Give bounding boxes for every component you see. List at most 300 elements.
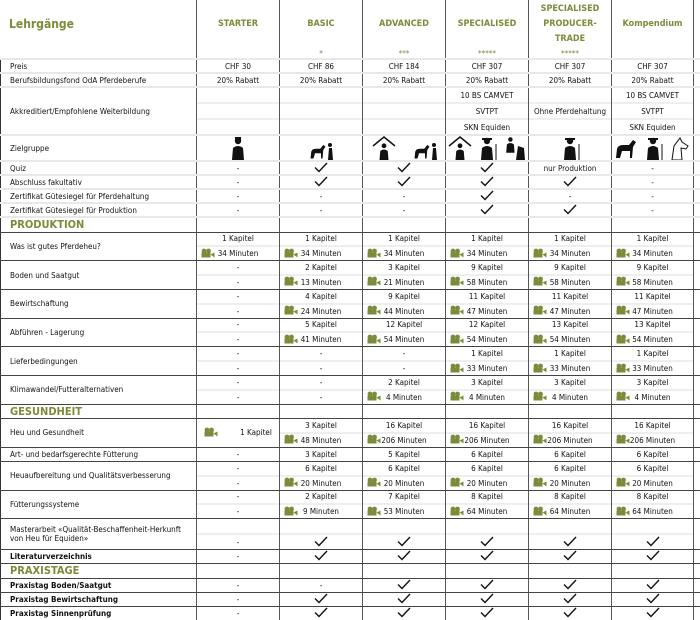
duration <box>363 360 445 375</box>
table-row <box>0 347 700 376</box>
cell-text: 54 Minuten <box>549 335 591 345</box>
table-cell <box>279 607 362 620</box>
cell-text: 9 Kapitel <box>636 263 669 273</box>
table-cell <box>611 136 694 160</box>
cell-text: 6 Kapitel <box>554 449 586 459</box>
cell-text: - <box>236 449 240 459</box>
cell-text: 34 Minuten <box>632 249 673 259</box>
table-cell <box>528 607 611 620</box>
table-cell <box>445 204 528 216</box>
target-group-icons <box>280 136 362 162</box>
table-cell <box>362 190 445 202</box>
chapter-count <box>529 233 611 246</box>
duration <box>612 503 693 518</box>
table-cell <box>279 519 362 549</box>
table-cell <box>362 176 445 188</box>
video-camera-icon <box>284 334 298 346</box>
table-cell <box>611 204 694 216</box>
empty-cell <box>529 218 611 232</box>
cell-text: 11 Kapitel <box>468 291 506 301</box>
table-cell <box>445 419 528 447</box>
duration <box>197 303 279 318</box>
row-label: Klimawandel/Futteralternativen <box>0 376 196 404</box>
video-camera-icon <box>616 477 630 489</box>
cell-text: - <box>236 478 240 488</box>
column-stars <box>362 48 445 58</box>
cell-text: CHF 307 <box>554 61 586 71</box>
duration <box>280 475 362 490</box>
cell-text: 4 Minuten <box>385 392 422 402</box>
column-name <box>612 0 693 48</box>
check-icon <box>480 607 494 620</box>
table-cell <box>362 564 445 578</box>
cell-value <box>612 550 693 563</box>
stable-person-icon <box>448 136 472 162</box>
video-camera-icon <box>616 248 630 260</box>
cell-value <box>529 176 611 189</box>
cell-text: - <box>236 291 240 301</box>
column-stars <box>528 48 611 58</box>
table-cell <box>528 376 611 404</box>
check-icon <box>397 607 411 620</box>
video-camera-icon <box>367 477 381 489</box>
video-camera-icon <box>450 305 464 317</box>
duration <box>529 503 611 518</box>
table-cell <box>279 347 362 375</box>
cell-text: - <box>236 306 240 316</box>
duration <box>446 432 528 447</box>
stars <box>197 48 279 58</box>
duration <box>446 389 528 404</box>
row-label: Quiz <box>0 162 196 174</box>
row-label: GESUNDHEIT <box>0 405 196 419</box>
cell-value <box>529 60 611 72</box>
check-icon <box>480 593 494 606</box>
chapter-count <box>197 347 279 360</box>
empty-cell <box>446 564 528 578</box>
empty-cell <box>280 519 362 533</box>
cell-value <box>612 190 693 202</box>
table-cell <box>279 319 362 347</box>
cell-text: Ohne Pferdehaltung <box>533 106 607 116</box>
table-cell <box>611 261 694 289</box>
chapter-count <box>612 319 693 332</box>
video-camera-icon <box>284 276 298 288</box>
cell-text: - <box>402 349 406 359</box>
cell-text: 47 Minuten <box>549 306 591 316</box>
cell-text: 20 Minuten <box>549 478 591 488</box>
cell-text: 1 Kapitel <box>471 234 503 244</box>
empty-cell <box>529 519 611 533</box>
stars-text: *** <box>398 48 410 58</box>
cell-text: SKN Equiden <box>463 122 511 132</box>
column-name <box>197 0 279 48</box>
video-camera-icon <box>533 434 547 446</box>
table-cell <box>279 448 362 461</box>
table-cell <box>611 593 694 606</box>
table-cell <box>528 233 611 261</box>
check-icon <box>646 536 660 549</box>
table-cell <box>362 593 445 606</box>
table-cell <box>196 136 279 160</box>
cell-text: 44 Minuten <box>383 306 425 316</box>
cell-line <box>612 102 693 118</box>
table-cell <box>445 593 528 606</box>
cell-text: 4 Minuten <box>551 392 588 402</box>
cell-value <box>612 176 693 188</box>
cell-value <box>197 550 279 563</box>
duration <box>280 360 362 375</box>
check-icon <box>480 204 494 217</box>
check-icon <box>563 176 577 189</box>
video-camera-icon <box>367 434 381 446</box>
check-icon <box>397 550 411 563</box>
table-cell <box>528 550 611 563</box>
table-cell <box>611 176 694 188</box>
duration <box>612 274 693 289</box>
cell-text: 21 Minuten <box>383 277 425 287</box>
table-cell <box>528 74 611 86</box>
cell-text: 4 Minuten <box>468 392 505 402</box>
video-camera-icon <box>616 276 630 288</box>
row-label: Zertifikat Gütesiegel für Pferdehaltung <box>0 190 196 202</box>
table-cell <box>362 162 445 174</box>
table-cell <box>445 176 528 188</box>
duration <box>363 475 445 490</box>
row-label: Praxistag Sinnenprüfung <box>0 607 196 620</box>
row-label: Bewirtschaftung <box>0 290 196 318</box>
target-group-icons <box>612 136 693 162</box>
check-icon <box>563 579 577 592</box>
cell-text: SVTPT <box>641 106 664 116</box>
check-icon <box>480 190 494 203</box>
duration <box>280 432 362 447</box>
duration <box>197 331 279 346</box>
empty-cell <box>197 519 279 533</box>
check-icon <box>397 162 411 175</box>
table-cell <box>196 347 279 375</box>
table-cell <box>528 290 611 318</box>
empty-cell <box>529 564 611 578</box>
table-cell <box>362 261 445 289</box>
table-row <box>0 176 700 190</box>
cell-text: - <box>651 205 654 215</box>
cell-text: 6 Kapitel <box>471 463 503 473</box>
cell-value <box>197 190 279 202</box>
chapter-count <box>612 290 693 303</box>
empty-cell <box>197 405 279 419</box>
cell-text: - <box>319 205 323 215</box>
duration <box>529 331 611 346</box>
cell-text: 58 Minuten <box>549 277 591 287</box>
cell-text: 34 Minuten <box>466 249 508 259</box>
cell-value <box>529 190 611 202</box>
cell-text: - <box>651 177 654 187</box>
table-cell <box>611 162 694 174</box>
section-header <box>0 405 700 420</box>
cell-text: 13 Minuten <box>300 277 342 287</box>
farmer-with-tractor-icon <box>502 136 526 162</box>
cell-text: 7 Kapitel <box>388 492 420 502</box>
cell-value <box>280 204 362 216</box>
cell-text: 9 Kapitel <box>554 263 586 273</box>
cell-value <box>197 593 279 606</box>
empty-cell <box>280 564 362 578</box>
chapter-count <box>197 290 279 303</box>
cell-text: 16 Kapitel <box>634 421 671 431</box>
table-cell <box>279 162 362 174</box>
video-camera-icon <box>450 506 464 518</box>
duration <box>280 331 362 346</box>
column-stars <box>196 48 279 58</box>
cell-text: 54 Minuten <box>383 335 425 345</box>
check-icon <box>646 550 660 563</box>
table-cell <box>445 233 528 261</box>
video-camera-icon <box>533 506 547 518</box>
cell-value <box>612 607 693 620</box>
table-cell <box>528 519 611 549</box>
cell-text: - <box>319 364 323 374</box>
table-cell <box>445 607 528 620</box>
table-cell <box>279 462 362 490</box>
row-label: Preis <box>0 60 196 72</box>
cell-text: - <box>236 392 240 402</box>
chapter-count <box>363 319 445 332</box>
column-name-text: SPECIALISED <box>457 18 517 29</box>
chapter-count <box>280 347 362 360</box>
cell-value <box>280 593 362 606</box>
duration <box>363 503 445 518</box>
table-cell <box>196 419 279 447</box>
cell-text: - <box>236 205 240 215</box>
check-icon <box>480 550 494 563</box>
cell-text: 20% Rabatt <box>465 75 509 85</box>
cell-text: 5 Kapitel <box>305 320 337 330</box>
table-cell <box>279 550 362 563</box>
cell-text: 34 Minuten <box>300 249 342 259</box>
table-row <box>0 419 700 448</box>
horse-icon <box>614 136 638 162</box>
video-camera-icon <box>616 305 630 317</box>
cell-text: 54 Minuten <box>466 335 508 345</box>
cell-text: 8 Kapitel <box>636 492 669 502</box>
table-cell <box>362 60 445 72</box>
duration <box>197 475 279 490</box>
empty-cell <box>197 564 279 578</box>
table-cell <box>445 462 528 490</box>
cell-text: - <box>568 191 572 201</box>
cell-value <box>612 448 693 461</box>
table-cell <box>528 218 611 232</box>
chapter-count <box>280 233 362 246</box>
duration <box>363 274 445 289</box>
cell-value <box>446 579 528 592</box>
check-icon <box>563 536 577 549</box>
chapter-count <box>529 347 611 360</box>
cell-text: 4 Minuten <box>634 392 671 402</box>
cell-text: 20% Rabatt <box>299 75 343 85</box>
table-row <box>0 204 700 218</box>
cell-text: - <box>402 191 406 201</box>
cell-value <box>197 162 279 174</box>
cell-text: 6 Kapitel <box>471 449 503 459</box>
table-cell <box>611 448 694 461</box>
chapter-count <box>363 347 445 360</box>
chapter-count <box>197 462 279 475</box>
table-cell <box>196 376 279 404</box>
table-cell <box>196 190 279 202</box>
duration <box>280 245 362 260</box>
check-icon <box>480 162 494 175</box>
cell-value <box>197 176 279 188</box>
cell-text: 6 Kapitel <box>636 449 669 459</box>
table-cell <box>445 579 528 592</box>
row-label: Berufsbildungsfond OdA Pferdeberufe <box>0 74 196 86</box>
empty-cell <box>197 218 279 232</box>
table-cell <box>279 176 362 188</box>
chapter-count <box>612 233 693 246</box>
table-cell <box>279 218 362 232</box>
check-icon <box>397 593 411 606</box>
table-row <box>0 376 700 405</box>
cell-text: - <box>236 163 240 173</box>
row-label: Literaturverzeichnis <box>0 550 196 563</box>
table-row <box>0 136 700 162</box>
cell-text: - <box>236 463 240 473</box>
video-camera-icon <box>284 248 298 260</box>
cell-line <box>612 88 693 102</box>
row-label: Zertifikat Gütesiegel für Produktion <box>0 204 196 216</box>
row-label: Praxistag Boden/Saatgut <box>0 579 196 592</box>
check-icon <box>397 579 411 592</box>
table-row <box>0 88 700 136</box>
check-icon <box>397 176 411 189</box>
cell-value <box>446 190 528 203</box>
cell-value <box>197 448 279 461</box>
duration <box>529 475 611 490</box>
table-cell <box>362 491 445 519</box>
column-name <box>529 0 611 48</box>
duration <box>612 360 693 375</box>
cell-line <box>612 118 693 134</box>
duration <box>446 274 528 289</box>
cell-text: 16 Kapitel <box>468 421 506 431</box>
table-cell <box>611 74 694 86</box>
cell-text: 9 Kapitel <box>388 291 420 301</box>
stable-person-icon <box>372 136 396 162</box>
video-camera-icon <box>284 477 298 489</box>
table-cell <box>528 593 611 606</box>
table-cell <box>362 136 445 160</box>
cell-text: 1 Kapitel <box>554 349 586 359</box>
table-cell <box>196 593 279 606</box>
duration <box>197 389 279 404</box>
table-cell <box>611 88 694 134</box>
table-cell <box>445 491 528 519</box>
cell-text: 206 Minuten <box>381 435 427 445</box>
video-camera-icon <box>450 248 464 260</box>
table-cell <box>445 376 528 404</box>
cell-value <box>446 448 528 461</box>
cell-text: 5 Kapitel <box>388 449 420 459</box>
duration <box>446 503 528 518</box>
cell-text: 3 Kapitel <box>636 377 669 387</box>
duration <box>529 303 611 318</box>
video-camera-icon <box>367 248 381 260</box>
cell-text: 9 Kapitel <box>471 263 503 273</box>
table-cell <box>528 162 611 174</box>
table-cell <box>528 60 611 72</box>
cell-text: 34 Minuten <box>383 249 425 259</box>
table-cell <box>528 448 611 461</box>
chapter-count <box>446 491 528 504</box>
video-camera-icon <box>284 506 298 518</box>
table-cell <box>445 218 528 232</box>
video-camera-icon <box>533 305 547 317</box>
chapter-count <box>280 261 362 274</box>
cell-text: 6 Kapitel <box>636 463 669 473</box>
cell-value <box>529 533 611 549</box>
section-header <box>0 218 700 233</box>
table-cell <box>528 579 611 592</box>
cell-line <box>529 118 611 134</box>
cell-value <box>446 176 528 189</box>
check-icon <box>480 176 494 189</box>
cell-value <box>363 593 445 606</box>
cell-text: 64 Minuten <box>632 507 673 517</box>
cell-text: - <box>319 580 323 590</box>
table-cell <box>279 233 362 261</box>
table-row <box>0 74 700 88</box>
table-cell <box>362 448 445 461</box>
cell-value <box>529 550 611 563</box>
cell-value <box>363 533 445 549</box>
chapter-count <box>197 491 279 504</box>
table-cell <box>196 607 279 620</box>
empty-cell <box>363 519 445 533</box>
cell-text: 20% Rabatt <box>548 75 592 85</box>
table-cell <box>611 564 694 578</box>
cell-value <box>446 74 528 86</box>
table-cell <box>362 319 445 347</box>
chapter-count <box>612 491 693 504</box>
target-group-icons <box>197 136 279 162</box>
empty-cell <box>280 405 362 419</box>
table-cell <box>196 218 279 232</box>
cell-text: 1 Kapitel <box>388 234 420 244</box>
check-icon <box>314 176 328 189</box>
chapter-count <box>446 290 528 303</box>
empty-cell <box>363 405 445 419</box>
chapter-count <box>363 376 445 389</box>
cell-value <box>363 190 445 202</box>
table-cell <box>528 319 611 347</box>
check-icon <box>480 579 494 592</box>
column-header <box>445 0 528 48</box>
cell-value <box>529 593 611 606</box>
chapter-count <box>197 319 279 332</box>
cell-text: 58 Minuten <box>632 277 673 287</box>
cell-text: 1 Kapitel <box>471 349 503 359</box>
cell-value <box>363 204 445 216</box>
chapter-count <box>529 290 611 303</box>
table-cell <box>528 405 611 419</box>
table-cell <box>528 347 611 375</box>
table-cell <box>611 519 694 549</box>
duration <box>612 475 693 490</box>
cell-value <box>363 74 445 86</box>
check-icon <box>646 593 660 606</box>
